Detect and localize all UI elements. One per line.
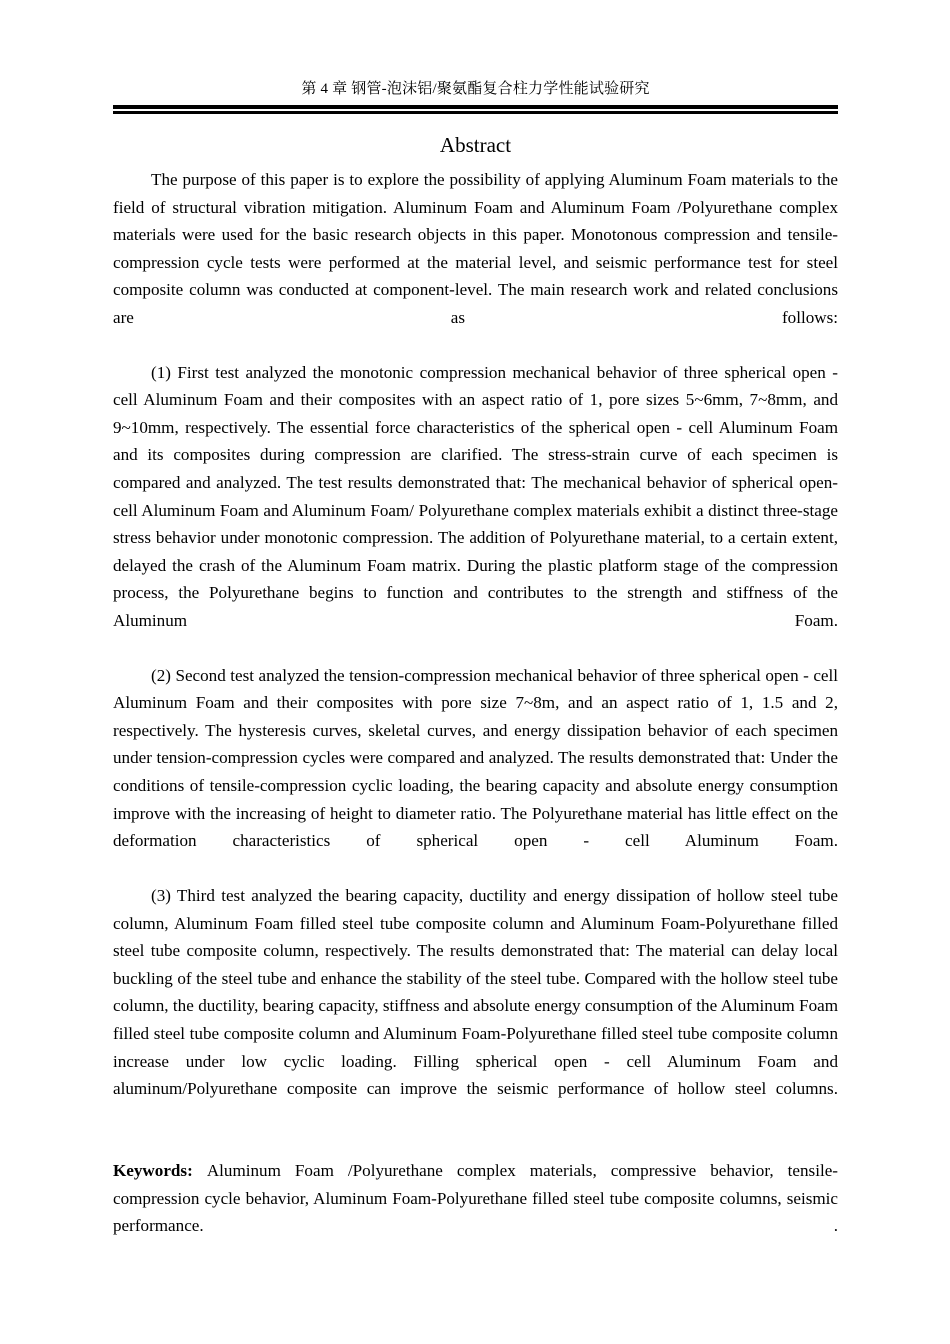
header-divider-rule [113, 105, 838, 114]
keywords-label: Keywords [113, 1161, 188, 1181]
chapter-title: 第 4 章 钢管-泡沫铝/聚氨酯复合柱力学性能试验研究 [301, 81, 650, 97]
page-title: Abstract [439, 133, 512, 157]
keywords-text: Aluminum Foam /Polyurethane complex materials, compressive behavior, tensile-compression cycle behavior, Aluminum Foam-Polyurethane filled steel tube composite columns, seismic performance. . [113, 1161, 838, 1236]
abstract-paragraph-2: (1) First test analyzed the monotonic compression mechanical behavior of three spherical open - cell Aluminum Foam and their composites with an aspect ratio of 1, pore sizes 5~6mm, 7~8mm, and 9~10mm, respectively. The essential force characteristics of the spherical open - cell Aluminum Foam and its composites during compression are clarified. The stress-strain curve of each specimen is compared and analyzed. The test results demonstrated that: The mechanical behavior of spherical open-cell Aluminum Foam and Aluminum Foam/ Polyurethane complex materials exhibit a distinct three-stage stress behavior under monotonic compression. The addition of Polyurethane material, to a certain extent, delayed the crash of the Aluminum Foam matrix. During the plastic platform stage of the compression process, the Polyurethane begins to function and contributes to the strength and stiffness of the Aluminum Foam. [113, 362, 838, 630]
running-header [113, 78, 838, 114]
abstract-paragraph-3: (2) Second test analyzed the tension-compression mechanical behavior of three spherical open - cell Aluminum Foam and their composites with pore size 7~8m, and an aspect ratio of 1, 1.5 and 2, respectively. The hysteresis curves, skeletal curves, and energy dissipation behavior of each specimen under tension-compression cycles were compared and analyzed. The results demonstrated that: Under the conditions of tensile-compression cyclic loading, the bearing capacity and absolute energy consumption improve with the increasing of height to diameter ratio. The Polyurethane material has little effect on the deformation characteristics of spherical open - cell Aluminum Foam. [113, 665, 838, 851]
keywords-line [113, 1157, 838, 1267]
keywords-separator: : [187, 1161, 207, 1181]
abstract-paragraph-1: The purpose of this paper is to explore the possibility of applying Aluminum Foam materials to the field of structural vibration mitigation. Aluminum Foam and Aluminum Foam /Polyurethane complex materials were used for the basic research objects in this paper. Monotonous compression and tensile-compression cycle tests were performed at the material level, and seismic performance test for steel composite column was conducted at component-level. The main research work and related conclusions are as follows: [113, 170, 838, 327]
abstract-body [113, 166, 838, 1267]
abstract-paragraph-4: (3) Third test analyzed the bearing capacity, ductility and energy dissipation of hollow steel tube column, Aluminum Foam filled steel tube composite column and Aluminum Foam-Polyurethane filled steel tube composite column, respectively. The results demonstrated that: The material can delay local buckling of the steel tube and enhance the stability of the steel tube. Compared with the hollow steel tube column, the ductility, bearing capacity, stiffness and absolute energy consumption of the Aluminum Foam filled steel tube composite column and Aluminum Foam-Polyurethane filled steel tube composite column increase under low cyclic loading. Filling spherical open - cell Aluminum Foam and aluminum/Polyurethane composite can improve the seismic performance of hollow steel columns. [113, 886, 838, 1099]
